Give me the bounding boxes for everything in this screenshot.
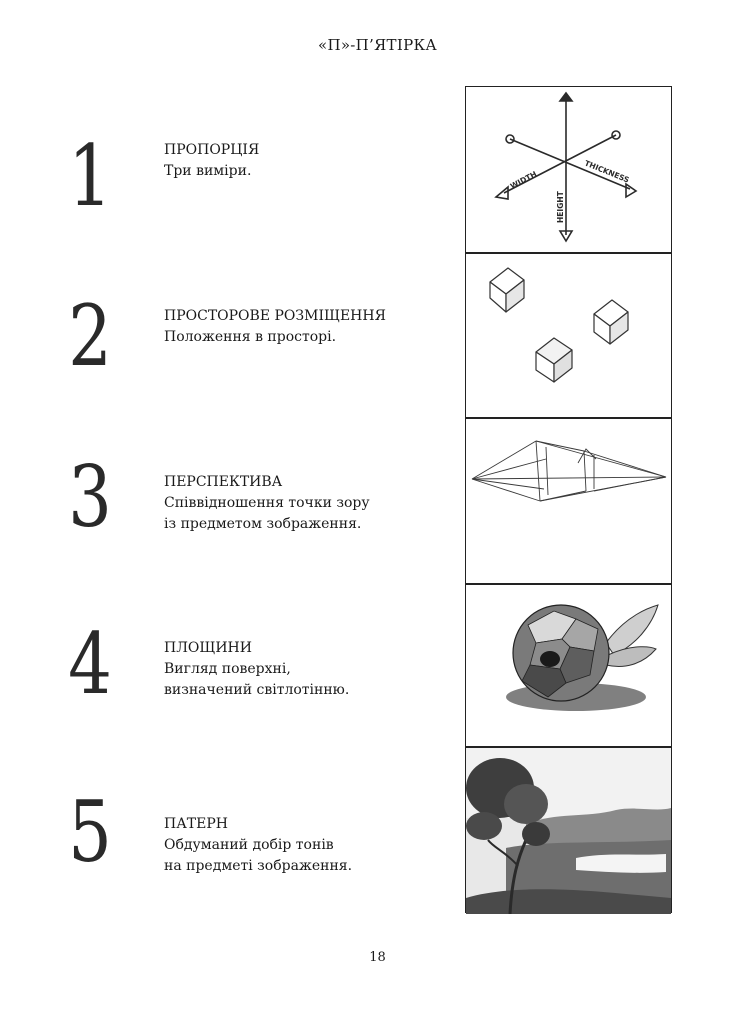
thickness-axis-label: THICKNESS: [583, 158, 631, 185]
row-text-2: [164, 306, 434, 348]
row-heading: ПРОПОРЦІЯ: [164, 142, 260, 158]
shaded-sphere-drawing: [466, 585, 671, 746]
proportion-axes-illustration: [466, 87, 671, 252]
row-description-line: Три виміри.: [164, 163, 252, 179]
row-heading: ПАТЕРН: [164, 816, 228, 832]
page-title: «П»-П’ЯТІРКА: [317, 36, 438, 54]
row-description-line: Обдуманий добір тонів: [164, 837, 334, 853]
illustration-strip: [465, 86, 672, 913]
row-description-line: Співвідношення точки зору: [164, 495, 370, 511]
planes-illustration: [466, 585, 671, 746]
row-heading: ПЕРСПЕКТИВА: [164, 474, 283, 490]
row-heading: ПЛОЩИНИ: [164, 640, 252, 656]
row-description-line: із предметом зображення.: [164, 516, 362, 532]
row-heading: ПРОСТОРОВЕ РОЗМІЩЕННЯ: [164, 308, 386, 324]
landscape-drawing: [466, 748, 671, 914]
pattern-landscape-illustration: [466, 748, 671, 914]
page-number: 18: [369, 950, 386, 965]
row-text-4: [164, 638, 434, 701]
perspective-drawing: [466, 419, 671, 583]
axes-drawing: [466, 87, 671, 252]
row-text-5: [164, 814, 434, 877]
row-number-5: 5: [68, 783, 112, 881]
row-description-line: Положення в просторі.: [164, 329, 337, 345]
row-text-3: [164, 472, 434, 535]
cube-icon: [490, 268, 524, 312]
width-axis-label: WIDTH: [508, 169, 539, 191]
row-description-line: Вигляд поверхні,: [164, 661, 291, 677]
cubes-drawing: [466, 254, 671, 417]
spatial-position-illustration: [466, 254, 671, 417]
row-number-1: 1: [68, 127, 112, 225]
row-number-4: 4: [68, 615, 112, 713]
row-number-3: 3: [68, 448, 112, 546]
cube-icon: [594, 300, 628, 344]
height-axis-label: HEIGHT: [556, 191, 565, 223]
row-text-1: [164, 140, 434, 182]
row-description-line: на предметі зображення.: [164, 858, 353, 874]
cube-icon: [536, 338, 572, 382]
row-description-line: визначений світлотінню.: [164, 682, 350, 698]
row-number-2: 2: [68, 287, 112, 385]
perspective-illustration: [466, 419, 671, 583]
